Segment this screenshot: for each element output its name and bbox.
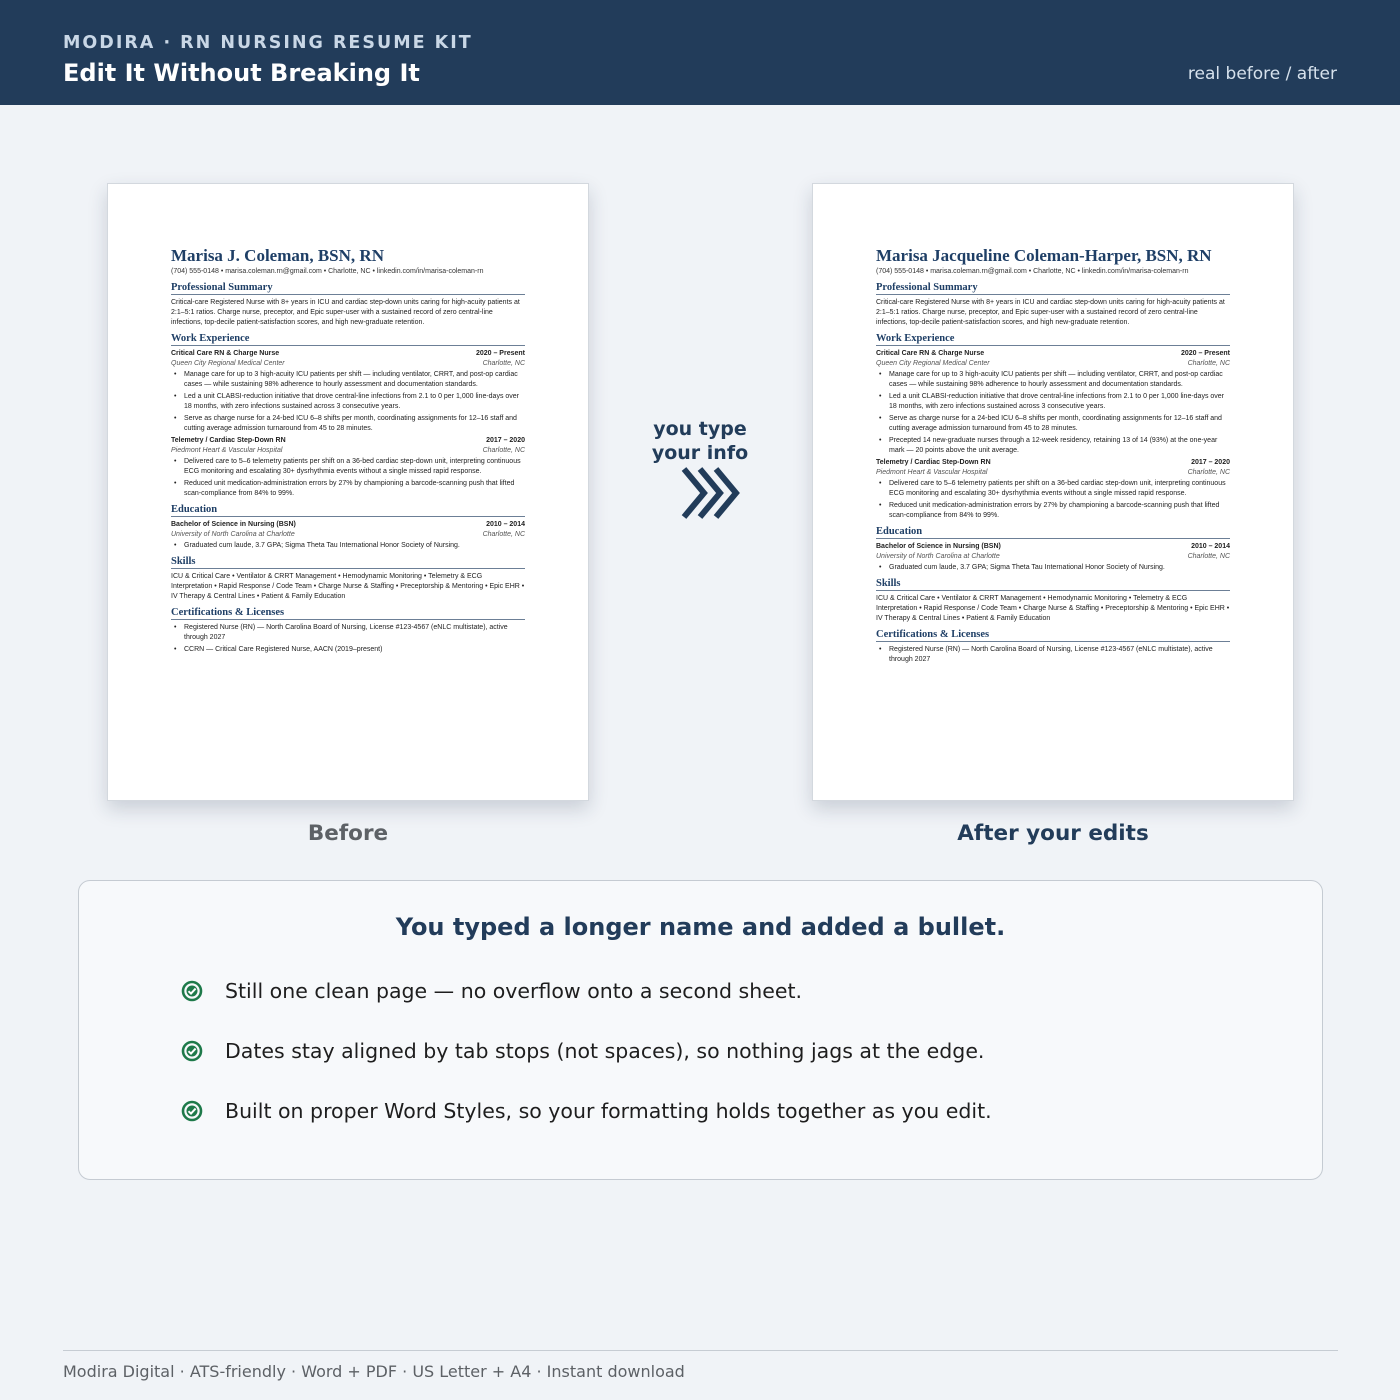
header-tagline: real before / after (1187, 64, 1337, 84)
job-bullet: • Manage care for up to 3 high-acuity ICU patients per shift — including ventilator, CRRT, and post-op cardiac cases — while sustaining 98% adherence to hourly assessment and documentation standards. (171, 370, 525, 390)
job-location: Charlotte, NC (482, 447, 525, 454)
job-bullet: • Delivered care to 5–6 telemetry patients per shift on a 36-bed cardiac step-down unit, interpreting continuous ECG monitoring and escalating 30+ dysrhythmia events without a single missed rapid response. (876, 479, 1230, 499)
you-type-label (620, 417, 780, 465)
cert-bullet: • Registered Nurse (RN) — North Carolina Board of Nursing, License #123-4567 (eNLC multistate), active through 2027 (876, 645, 1230, 665)
benefit-item (181, 976, 802, 1006)
benefit-text: Dates stay aligned by tab stops (not spaces), so nothing jags at the edge. (225, 1039, 985, 1063)
skills-text: ICU & Critical Care • Ventilator & CRRT Management • Hemodynamic Monitoring • Telemetry & ECG Interpretation • Rapid Response / Code Team • Charge Nurse & Staffing • Preceptorship & Mentoring • Epic EHR • IV Therapy & Central Lines • Patient & Family Education (876, 595, 1230, 622)
section-heading-education: Education (876, 526, 1230, 539)
job-dates: 2017 – 2020 (486, 437, 525, 444)
job-title: Critical Care RN & Charge Nurse (876, 350, 985, 357)
footer-divider (63, 1350, 1338, 1351)
you-type-line2: your info (651, 442, 749, 464)
resume-name: Marisa Jacqueline Coleman-Harper, BSN, RN (876, 246, 1212, 265)
summary-text: Critical-care Registered Nurse with 8+ years in ICU and cardiac step-down units caring for high-acuity patients at 2:1–5:1 ratios. Charge nurse, preceptor, and Epic super-user with a sustained record of zero central-line infections, top-decile patient-satisfaction scores, and high new-graduate retention. (876, 299, 1225, 326)
education-bullet: • Graduated cum laude, 3.7 GPA; Sigma Theta Tau International Honor Society of Nursing. (171, 541, 525, 551)
school-location: Charlotte, NC (1187, 553, 1230, 560)
benefit-item (181, 1096, 992, 1126)
job-location: Charlotte, NC (1187, 360, 1230, 367)
job-location: Charlotte, NC (482, 360, 525, 367)
job-title: Telemetry / Cardiac Step-Down RN (171, 437, 286, 444)
job-entry (171, 349, 525, 434)
job-bullet: • Reduced unit medication-administration errors by 27% by championing a barcode-scanning push that lifted scan-compliance from 84% to 99%. (876, 501, 1230, 521)
section-heading-experience: Work Experience (876, 333, 1230, 346)
section-heading-summary: Professional Summary (171, 282, 525, 295)
resume-contact: (704) 555-0148 • marisa.coleman.rn@gmail.com • Charlotte, NC • linkedin.com/in/marisa-coleman-rn (171, 268, 484, 275)
section-heading-certs: Certifications & Licenses (876, 629, 1230, 642)
job-bullet: • Reduced unit medication-administration errors by 27% by championing a barcode-scanning push that lifted scan-compliance from 84% to 99%. (171, 479, 525, 499)
check-circle-icon (181, 1040, 203, 1062)
job-bullet-added: • Precepted 14 new-graduate nurses through a 12-week residency, retaining 13 of 14 (93%) at the one-year mark — 20 points above the unit average. (876, 436, 1230, 456)
job-bullet: • Led a unit CLABSI-reduction initiative that drove central-line infections from 2.1 to 0 per 1,000 line-days over 18 months, with zero infections sustained across 3 consecutive years. (171, 392, 525, 412)
job-org: Queen City Regional Medical Center (171, 360, 285, 367)
caption-before: Before (307, 821, 389, 846)
resume-after (876, 246, 1230, 667)
section-heading-certs: Certifications & Licenses (171, 607, 525, 620)
cert-bullet: • Registered Nurse (RN) — North Carolina Board of Nursing, License #123-4567 (eNLC multistate), active through 2027 (171, 623, 525, 643)
page-title: Edit It Without Breaking It (63, 59, 420, 87)
triple-chevron-right-icon (678, 466, 742, 520)
caption-after: After your edits (957, 821, 1149, 846)
section-heading-education: Education (171, 504, 525, 517)
job-org: Piedmont Heart & Vascular Hospital (876, 469, 988, 476)
footer-text: Modira Digital · ATS-friendly · Word + PDF · US Letter + A4 · Instant download (63, 1362, 685, 1381)
benefit-text: Built on proper Word Styles, so your formatting holds together as you edit. (225, 1099, 992, 1123)
benefit-text: Still one clean page — no overflow onto a second sheet. (225, 979, 802, 1003)
school-location: Charlotte, NC (482, 531, 525, 538)
benefit-item (181, 1036, 984, 1066)
benefits-title: You typed a longer name and added a bullet. (395, 913, 1006, 941)
job-org: Piedmont Heart & Vascular Hospital (171, 447, 283, 454)
job-bullet: • Serve as charge nurse for a 24-bed ICU 6–8 shifts per month, coordinating assignments for 12–16 staff and cutting average admission turnaround from 45 to 28 minutes. (876, 414, 1230, 434)
school: University of North Carolina at Charlotte (171, 531, 295, 538)
job-org: Queen City Regional Medical Center (876, 360, 990, 367)
job-title: Telemetry / Cardiac Step-Down RN (876, 459, 991, 466)
job-entry (171, 436, 525, 499)
education-bullet: • Graduated cum laude, 3.7 GPA; Sigma Theta Tau International Honor Society of Nursing. (876, 563, 1230, 573)
brand-eyebrow: MODIRA · RN NURSING RESUME KIT (63, 33, 473, 53)
job-bullet: • Manage care for up to 3 high-acuity ICU patients per shift — including ventilator, CRRT, and post-op cardiac cases — while sustaining 98% adherence to hourly assessment and documentation standards. (876, 370, 1230, 390)
education-dates: 2010 – 2014 (486, 521, 525, 528)
degree: Bachelor of Science in Nursing (BSN) (171, 521, 296, 528)
section-heading-skills: Skills (171, 556, 525, 569)
job-dates: 2020 – Present (475, 350, 525, 357)
check-circle-icon (181, 980, 203, 1002)
job-bullet: • Delivered care to 5–6 telemetry patients per shift on a 36-bed cardiac step-down unit, interpreting continuous ECG monitoring and escalating 30+ dysrhythmia events without a single missed rapid response. (171, 457, 525, 477)
benefits-box (78, 880, 1323, 1180)
section-heading-summary: Professional Summary (876, 282, 1230, 295)
check-circle-icon (181, 1100, 203, 1122)
job-dates: 2017 – 2020 (1191, 459, 1230, 466)
you-type-line1: you type (653, 418, 747, 440)
job-entry (876, 458, 1230, 521)
resume-contact: (704) 555-0148 • marisa.coleman.rn@gmail.com • Charlotte, NC • linkedin.com/in/marisa-coleman-rn (876, 268, 1189, 275)
job-bullet: • Serve as charge nurse for a 24-bed ICU 6–8 shifts per month, coordinating assignments for 12–16 staff and cutting average admission turnaround from 45 to 28 minutes. (171, 414, 525, 434)
resume-before (171, 246, 525, 657)
resume-page-before (107, 183, 589, 801)
summary-text: Critical-care Registered Nurse with 8+ years in ICU and cardiac step-down units caring for high-acuity patients at 2:1–5:1 ratios. Charge nurse, preceptor, and Epic super-user with a sustained record of zero central-line infections, top-decile patient-satisfaction scores, and high new-graduate retention. (171, 299, 520, 326)
job-bullet: • Led a unit CLABSI-reduction initiative that drove central-line infections from 2.1 to 0 per 1,000 line-days over 18 months, with zero infections sustained across 3 consecutive years. (876, 392, 1230, 412)
skills-text: ICU & Critical Care • Ventilator & CRRT Management • Hemodynamic Monitoring • Telemetry & ECG Interpretation • Rapid Response / Code Team • Charge Nurse & Staffing • Preceptorship & Mentoring • Epic EHR • IV Therapy & Central Lines • Patient & Family Education (171, 573, 525, 600)
job-title: Critical Care RN & Charge Nurse (171, 350, 280, 357)
school: University of North Carolina at Charlotte (876, 553, 1000, 560)
section-heading-experience: Work Experience (171, 333, 525, 346)
job-location: Charlotte, NC (1187, 469, 1230, 476)
header-banner (0, 0, 1400, 105)
job-dates: 2020 – Present (1180, 350, 1230, 357)
job-entry (876, 349, 1230, 456)
section-heading-skills: Skills (876, 578, 1230, 591)
resume-name: Marisa J. Coleman, BSN, RN (171, 246, 384, 265)
education-dates: 2010 – 2014 (1191, 543, 1230, 550)
cert-bullet: • CCRN — Critical Care Registered Nurse, AACN (2019–present) (171, 645, 525, 655)
resume-page-after (812, 183, 1294, 801)
degree: Bachelor of Science in Nursing (BSN) (876, 543, 1001, 550)
